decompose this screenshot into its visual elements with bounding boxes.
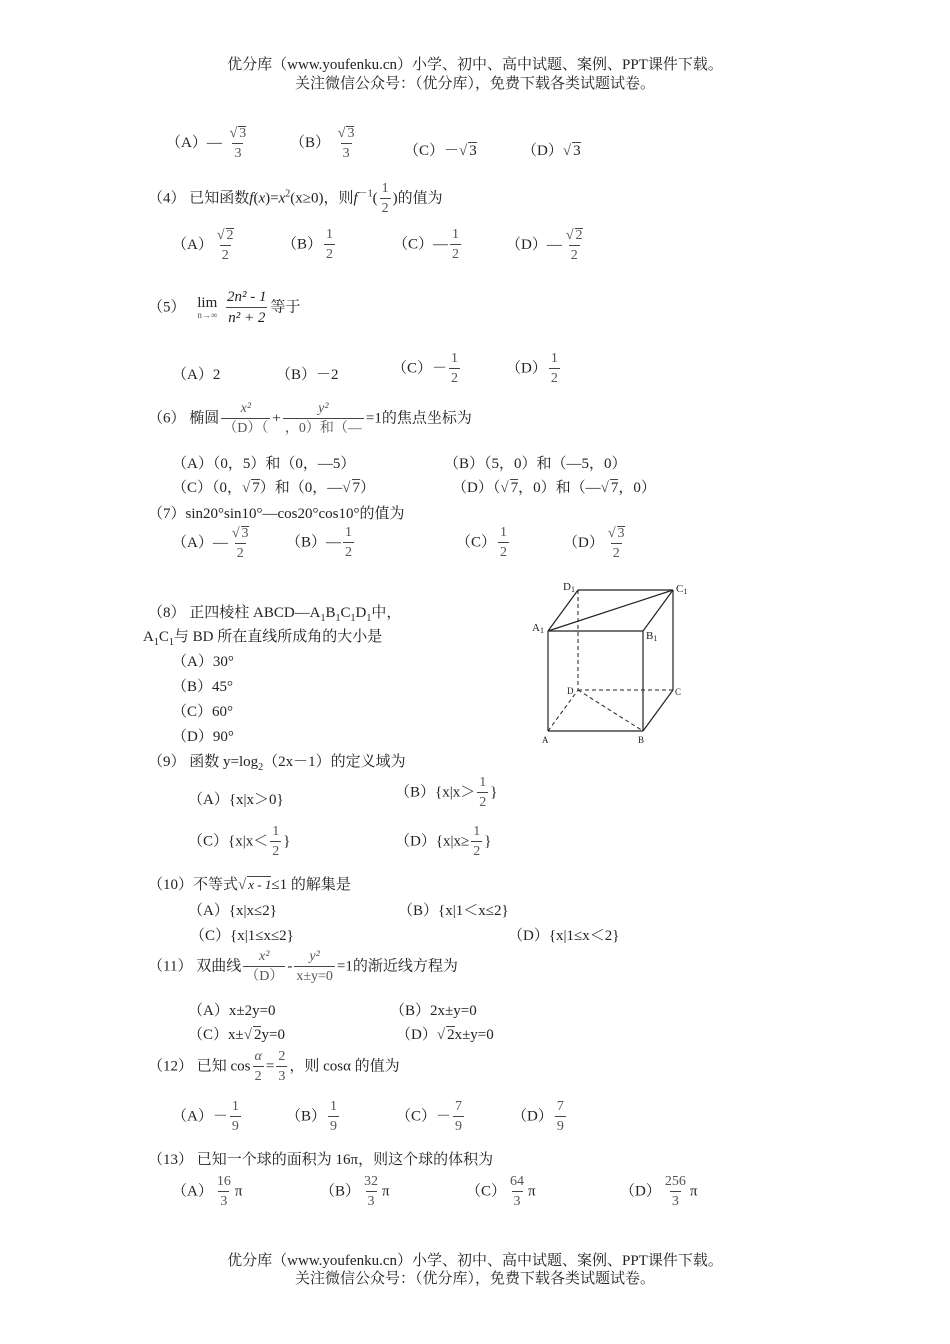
diagonal-a1c1: [548, 590, 673, 631]
label-c1: C1: [676, 583, 688, 596]
q3-option-d: （D）√ 3: [522, 143, 581, 159]
q3-option-c: （C）－√ 3: [404, 143, 477, 159]
label-d: D: [567, 686, 574, 696]
question-4-stem: （4） 已知函数$f(x)=x^2(x\ge 0)$，则$f^{-1}$( $\frac{1}{2}$ )的值为: [148, 181, 443, 216]
hidden-diagonal-bd: [578, 690, 643, 731]
q8-option-c: （C）60°: [172, 704, 234, 720]
q11-option-d: （D）√ 2x±y=0: [396, 1027, 494, 1043]
label-b1: B1: [646, 630, 658, 643]
q11-option-b: （B）2x±y=0: [390, 1003, 477, 1019]
label-c: C: [675, 687, 682, 697]
hidden-edge-ad: [548, 690, 578, 731]
edge-bc: [643, 690, 673, 731]
question-11-stem: （11） 双曲线 $\frac{\text{x²}}{(D)}$ - $\frac{\text{y²}}{x\pm y=0}$ =1的渐近线方程为: [148, 949, 458, 984]
q6-option-d: （D）（√ 7，0）和（—√ 7，0）: [452, 480, 656, 496]
edge-b1c1: [643, 590, 673, 631]
label-a: A: [542, 735, 549, 745]
q3-option-b: （B） $\frac{√ 3}{3}$: [290, 126, 355, 161]
q12-option-a: （A）－ $\frac{1}{9}$: [172, 1099, 239, 1134]
prism-figure: [525, 576, 705, 746]
q13-option-c: （C） $\frac{64}{3}$ π: [466, 1174, 536, 1209]
q3-option-a: （A）— $\frac{√ 3}{3}$: [166, 126, 247, 161]
q8-option-a: （A）30°: [172, 654, 234, 670]
q5-option-a: （A）2: [172, 367, 221, 383]
label-d1: D1: [563, 581, 575, 594]
label-a1: A1: [532, 622, 544, 635]
q6-option-c: （C）（0，√ 7）和（0，—√ 7）: [172, 480, 376, 496]
question-8-stem-line2: $A_1C_1$与 BD 所在直线所成角的大小是: [143, 629, 383, 648]
q4-option-b: （B） $\frac{1}{2}$: [282, 227, 334, 262]
q12-option-c: （C）－ $\frac{7}{9}$: [396, 1099, 463, 1134]
q13-option-b: （B） $\frac{32}{3}$ π: [320, 1174, 390, 1209]
q9-option-a: （A）{x|x＞0}: [188, 792, 284, 808]
q8-option-b: （B）45°: [172, 679, 234, 695]
q7-option-d: （D） $\frac{√ 3}{2}$: [563, 526, 625, 561]
q5-option-b: （B）－2: [276, 367, 339, 383]
q10-option-a: （A）{x|x≤2}: [188, 903, 277, 919]
question-5-stem: （5） lim n→∞ $\frac{\text{2n² - 1}}{\text{n² + 2}}$ 等于: [148, 289, 301, 326]
q5-option-d: （D） $\frac{1}{2}$: [506, 351, 558, 386]
q11-option-a: （A）x±2y=0: [188, 1003, 276, 1019]
q4-option-c: （C）— $\frac{1}{2}$: [393, 227, 460, 262]
q4-option-d: （D）— $\frac{√ 2}{2}$: [506, 228, 583, 263]
q10-option-b: （B）{x|1＜x≤2}: [398, 903, 509, 919]
question-12-stem: （12） 已知 cos $\frac{\alpha}{2}$ = $\frac{2}{3}$ ，则 cosα 的值为: [148, 1049, 400, 1084]
q13-option-a: （A） $\frac{16}{3}$ π: [172, 1174, 243, 1209]
q12-option-d: （D） $\frac{7}{9}$: [512, 1099, 564, 1134]
question-13-stem: （13） 已知一个球的面积为 16π，则这个球的体积为: [148, 1152, 494, 1168]
q9-option-d: （D）{x|x≥ $\frac{1}{2}$ }: [395, 824, 492, 859]
question-10-stem: （10）不等式√ x - 1≤1 的解集是: [148, 877, 351, 893]
page-footer-line2: 关注微信公众号：（优分库），免费下载各类试题试卷。: [294, 1271, 655, 1287]
q6-option-a: （A）（0，5）和（0，—5）: [172, 456, 356, 472]
q5-option-c: （C）－ $\frac{1}{2}$: [392, 351, 459, 386]
page-footer-line1: 优分库（www.youfenku.cn）小学、初中、高中试题、案例、PPT课件下载。: [227, 1253, 723, 1269]
q9-option-c: （C）{x|x＜ $\frac{1}{2}$ }: [188, 824, 291, 859]
q7-option-c: （C） $\frac{1}{2}$: [456, 525, 508, 560]
q7-option-b: （B）— $\frac{1}{2}$: [286, 525, 353, 560]
q7-option-a: （A）— $\frac{√ 3}{2}$: [172, 526, 249, 561]
q8-option-d: （D）90°: [172, 729, 234, 745]
q10-option-d: （D）{x|1≤x＜2}: [508, 928, 620, 944]
q6-option-b: （B）（5，0）和（—5，0）: [444, 456, 627, 472]
label-b: B: [638, 735, 645, 745]
q9-option-b: （B）{x|x＞ $\frac{1}{2}$ }: [395, 775, 498, 810]
q10-option-c: （C）{x|1≤x≤2}: [190, 928, 294, 944]
edge-a1d1: [548, 590, 578, 631]
question-7-stem: （7）sin20°sin10°—cos20°cos10°的值为: [148, 506, 405, 522]
question-6-stem: （6） 椭圆 $\frac{\text{x²}}{(D)(}$ + $\frac{\text{y²}}{\text{，0）和（—}}$ =1的焦点坐标为: [148, 401, 472, 436]
q4-option-a: （A） $\frac{√ 2}{2}$: [172, 228, 234, 263]
q12-option-b: （B） $\frac{1}{9}$: [286, 1099, 338, 1134]
question-9-stem: （9） 函数 $y=\log_2(2x-1)$的定义域为: [148, 754, 406, 773]
page-header-line1: 优分库（www.youfenku.cn）小学、初中、高中试题、案例、PPT课件下载。: [227, 57, 723, 73]
q11-option-c: （C）x±√ 2y=0: [188, 1027, 285, 1043]
page-header-line2: 关注微信公众号：（优分库），免费下载各类试题试卷。: [294, 76, 655, 92]
q13-option-d: （D） $\frac{256}{3}$ π: [620, 1174, 698, 1209]
question-8-stem-line1: （8） 正四棱柱 $ABCD—A_1B_1C_1D_1$中，: [148, 605, 402, 624]
